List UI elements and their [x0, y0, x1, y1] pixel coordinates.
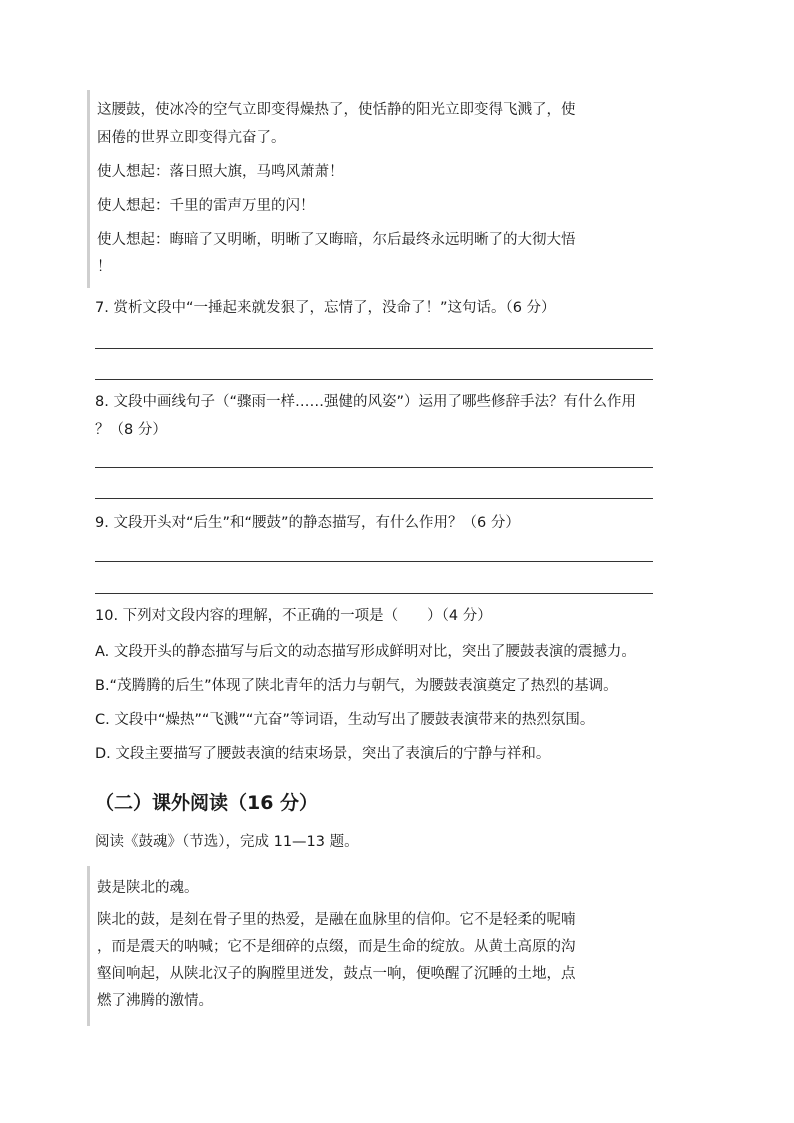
passage-line: 陕北的鼓，是刻在骨子里的热爱，是融在血脉里的信仰。它不是轻柔的呢喃 — [97, 912, 576, 928]
question-7: 7. 赏析文段中“一捶起来就发狠了，忘情了，没命了！”这句话。（6 分） — [95, 300, 556, 316]
answer-line — [95, 467, 653, 468]
option-d: D. 文段主要描写了腰鼓表演的结束场景，突出了表演后的宁静与祥和。 — [95, 746, 551, 762]
answer-line — [95, 379, 653, 380]
passage-line: 壑间响起，从陕北汉子的胸膛里迸发，鼓点一响，便唤醒了沉睡的土地，点 — [97, 966, 576, 982]
passage-line: 这腰鼓，使冰冷的空气立即变得燥热了，使恬静的阳光立即变得飞溅了，使 — [97, 102, 576, 118]
passage-line: 困倦的世界立即变得亢奋了。 — [97, 130, 286, 146]
quote-bar — [87, 866, 90, 1026]
question-8-line2: ？（8 分） — [95, 422, 167, 438]
passage-line: 使人想起：千里的雷声万里的闪！ — [97, 198, 315, 214]
question-9: 9. 文段开头对“后生”和“腰鼓”的静态描写，有什么作用？（6 分） — [95, 515, 520, 531]
option-a: A. 文段开头的静态描写与后文的动态描写形成鲜明对比，突出了腰鼓表演的震撼力。 — [95, 644, 636, 660]
answer-line — [95, 348, 653, 349]
answer-line — [95, 498, 653, 499]
passage-line: ，而是震天的呐喊；它不是细碎的点缀，而是生命的绽放。从黄土高原的沟 — [97, 939, 576, 955]
section-instruction: 阅读《鼓魂》（节选），完成 11—13 题。 — [95, 834, 359, 850]
section-title: （二）课外阅读（16 分） — [95, 792, 319, 814]
option-c: C. 文段中“燥热”“飞溅”“亢奋”等词语，生动写出了腰鼓表演带来的热烈氛围。 — [95, 712, 595, 728]
quote-bar — [87, 90, 90, 288]
question-8-line1: 8. 文段中画线句子（“骤雨一样……强健的风姿”）运用了哪些修辞手法？有什么作用 — [95, 394, 636, 410]
passage-line: ！ — [97, 259, 112, 275]
passage-line: 鼓是陕北的魂。 — [97, 880, 199, 896]
question-10-stem: 10. 下列对文段内容的理解，不正确的一项是（ ）（4 分） — [95, 608, 492, 624]
passage-line: 使人想起：落日照大旗，马鸣风萧萧！ — [97, 164, 344, 180]
answer-line — [95, 593, 653, 594]
passage-line: 使人想起：晦暗了又明晰，明晰了又晦暗，尔后最终永远明晰了的大彻大悟 — [97, 232, 576, 248]
passage-line: 燃了沸腾的激情。 — [97, 993, 213, 1009]
option-b: B.“茂腾腾的后生”体现了陕北青年的活力与朝气，为腰鼓表演奠定了热烈的基调。 — [95, 678, 618, 694]
answer-line — [95, 561, 653, 562]
